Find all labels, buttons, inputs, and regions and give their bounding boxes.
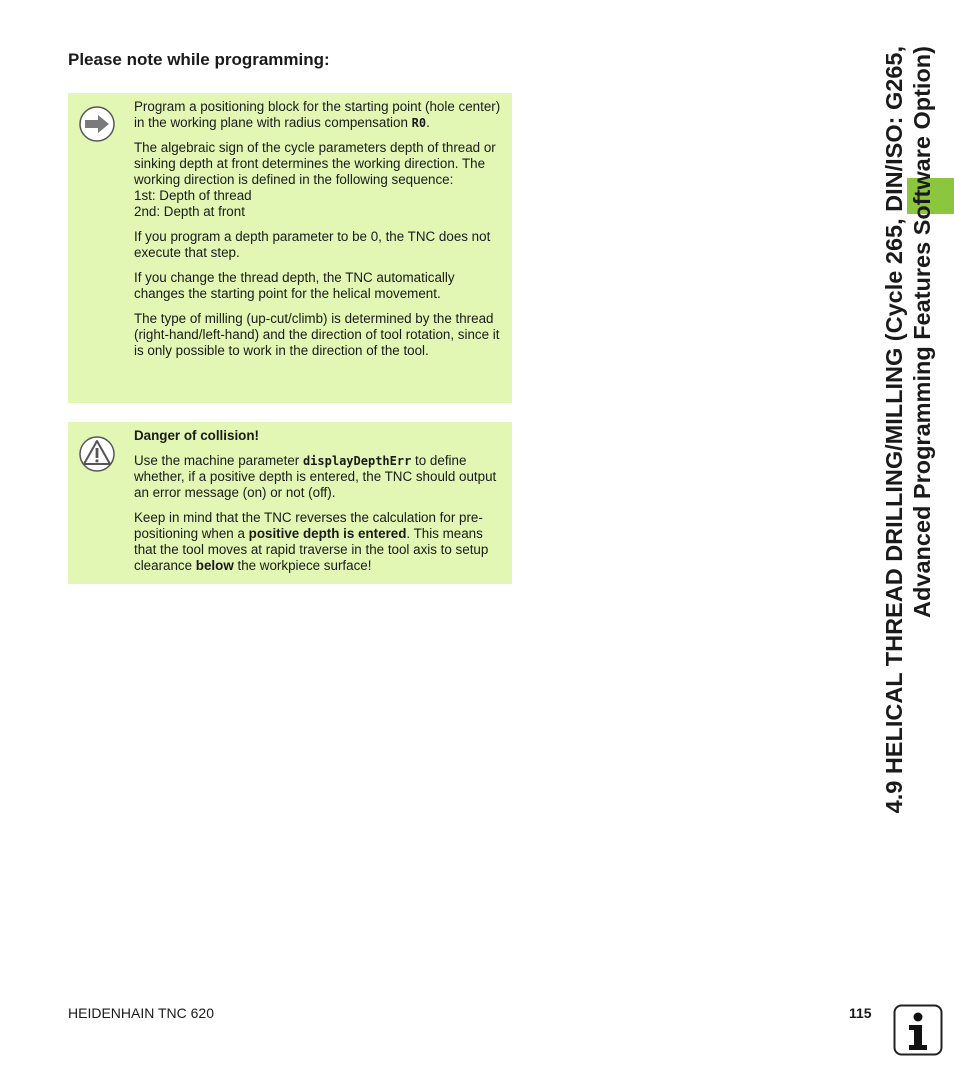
tip-note-body bbox=[134, 99, 504, 368]
section-heading: Please note while programming: bbox=[68, 50, 330, 69]
warning-note-body bbox=[134, 428, 504, 583]
tip-note-box bbox=[68, 93, 512, 403]
tip-paragraph-1: Program a positioning block for the starting point (hole center) in the working plane with radius compensation R0. bbox=[134, 99, 501, 130]
tip-paragraph-5: The type of milling (up-cut/climb) is determined by the thread (right-hand/left-hand) and the direction of tool rotation, since it is only possible to work in the direction of the tool. bbox=[134, 311, 500, 358]
tip-paragraph-3: If you program a depth parameter to be 0, the TNC does not execute that step. bbox=[134, 229, 491, 260]
side-title-line-1: 4.9 HELICAL THREAD DRILLING/MILLING (Cycle 265, DIN/ISO: G265, bbox=[881, 46, 907, 814]
info-icon bbox=[893, 1004, 943, 1056]
side-title-line-2: Advanced Programming Features Software Option) bbox=[909, 46, 935, 618]
warning-paragraph-2: Keep in mind that the TNC reverses the calculation for pre-positioning when a positive depth is entered. This means that the tool moves at rapid traverse in the tool axis to setup clearance below the workpiece surface! bbox=[134, 510, 489, 573]
code-display-depth-err: displayDepthErr bbox=[302, 454, 412, 468]
warning-note-box bbox=[68, 422, 512, 584]
side-section-title bbox=[880, 46, 936, 886]
code-r0: R0 bbox=[411, 116, 427, 130]
page-number: 115 bbox=[849, 1005, 872, 1021]
warning-triangle-icon bbox=[78, 435, 116, 473]
warning-title: Danger of collision! bbox=[134, 428, 259, 443]
tip-paragraph-2: The algebraic sign of the cycle parameters depth of thread or sinking depth at front determines the working direction. The working direction is defined in the following sequence: 1st: Depth of thread 2nd: Depth at front bbox=[134, 140, 496, 219]
arrow-right-icon bbox=[78, 105, 116, 143]
warning-paragraph-1: Use the machine parameter displayDepthErr to define whether, if a positive depth is entered, the TNC should output an error message (on) or not (off). bbox=[134, 453, 497, 500]
footer-product-name: HEIDENHAIN TNC 620 bbox=[68, 1005, 215, 1021]
tip-paragraph-4: If you change the thread depth, the TNC automatically changes the starting point for the helical movement. bbox=[134, 270, 455, 301]
